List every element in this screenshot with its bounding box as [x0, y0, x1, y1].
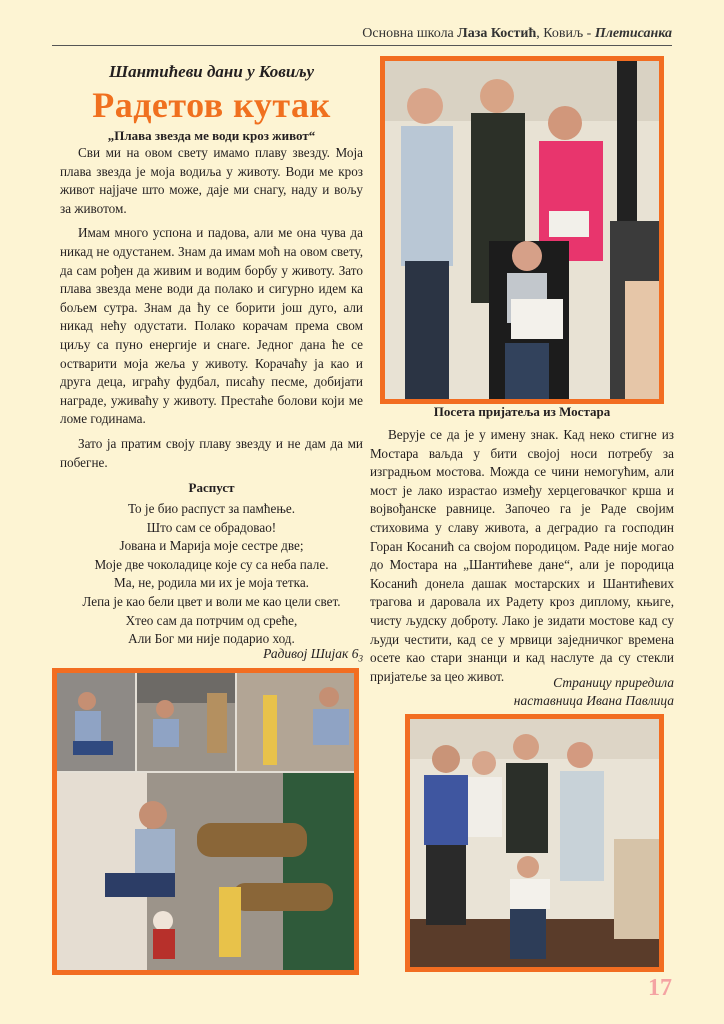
poem1-title: „Плава звезда ме води кроз живот“	[107, 128, 316, 143]
poem2-line: Али Бог ми није подарио ход.	[128, 631, 295, 647]
header-place: , Ковиљ -	[536, 26, 595, 41]
poem2-line: Јована и Марија моје сестре две;	[119, 538, 304, 554]
editor-line2: наставница Ивана Павлица	[513, 693, 674, 708]
author-grade-sub: 3	[358, 653, 363, 664]
visit-group-photo	[405, 714, 664, 972]
header-school-name: Лаза Костић	[457, 26, 537, 41]
poem1-paragraph: Зато ја пратим своју плаву звезду и не дам да ми побегне.	[60, 435, 363, 470]
header-school-prefix: Основна школа	[362, 26, 458, 41]
right-paragraph: Верује се да је у имену знак. Кад неко стигне из Мостара ваљда у бити својој носи потребу за изградњом мостова. Можда се чини немогућим, али мост је лако израстао између херцеговачког крша и војвођанске равнице. Започео га је Раде својим стиховима у славу живота, а деградио га господин Горан Косанић са својом породицом. Раде није могао до Мостара на „Шантићеве дане“, али је породица Косанић донела дашак мостарских и Шантићевих трагова и даровала их Радету кроз диплому, књиге, чисту људску доброту. Лако је зидати мостове кад су људи честити, кад се у мрвици заједничког времена осете као стари знанци и кад наслуте да су стекли пријатеље за цео живот.	[370, 427, 674, 684]
author-name: Радивој Шијак 6	[263, 646, 359, 661]
holiday-collage-photo	[52, 668, 359, 975]
holiday-collage-illustration	[57, 673, 354, 970]
editor-credit	[370, 674, 674, 710]
poem2-line: Што сам се обрадовао!	[146, 519, 277, 535]
photo-caption: Посета пријатеља из Мостара	[433, 404, 611, 419]
family-group-photo	[380, 56, 664, 404]
header-divider	[52, 45, 672, 46]
author-signature	[60, 646, 363, 664]
poem2-line: Ма, не, родила ми их је моја тетка.	[114, 575, 309, 591]
main-title: Радетов кутак	[92, 85, 331, 125]
poem1-paragraph: Сви ми на овом свету имамо плаву звезду. Моја плава звезда је моја водиља у животу. Води ме кроз живот најјаче што може, даје ми снагу, наду и вољу за животом.	[60, 145, 363, 216]
series-title: Шантићеви дани у Ковиљу	[108, 62, 315, 81]
right-column	[370, 404, 674, 692]
visit-group-photo-illustration	[410, 719, 659, 967]
poem2-line: Моје две чоколадице које су са неба пале.	[94, 556, 329, 572]
editor-line1: Страницу приредила	[553, 675, 674, 690]
family-group-photo-illustration	[385, 61, 659, 399]
page-header	[60, 26, 672, 42]
header-magazine: Плетисанка	[594, 26, 672, 41]
poem2-line: Лепа је као бели цвет и воли ме као цели свет.	[82, 594, 341, 610]
poem2-line: Хтео сам да потрчим од среће,	[125, 612, 298, 628]
page-number: 17	[648, 975, 672, 1001]
poem1-paragraph: Имам много успона и падова, али ме она чува да никад не одустанем. Знам да имам моћ на овом свету, да сам рођен да живим и водим борбу у животу. Зато плава звезда мене води да полако и сигурно идем ка бољем сутра. Знам да ћу се борити још дуго, али никад нећу одустати. Полако корачам према свом циљу са пуно енергије и снаге. Једног дана ће се остварити моја жеља у животу. Корачаћу ја као и друга деца, играћу фудбал, писаћу песме, добијати награде, уживаћу у животу. Престаће болови који ме ломе годинама.	[60, 225, 363, 427]
poem2-title: Распуст	[188, 480, 235, 496]
poem2-line: То је био распуст за памћење.	[127, 501, 296, 517]
left-column	[60, 62, 363, 649]
